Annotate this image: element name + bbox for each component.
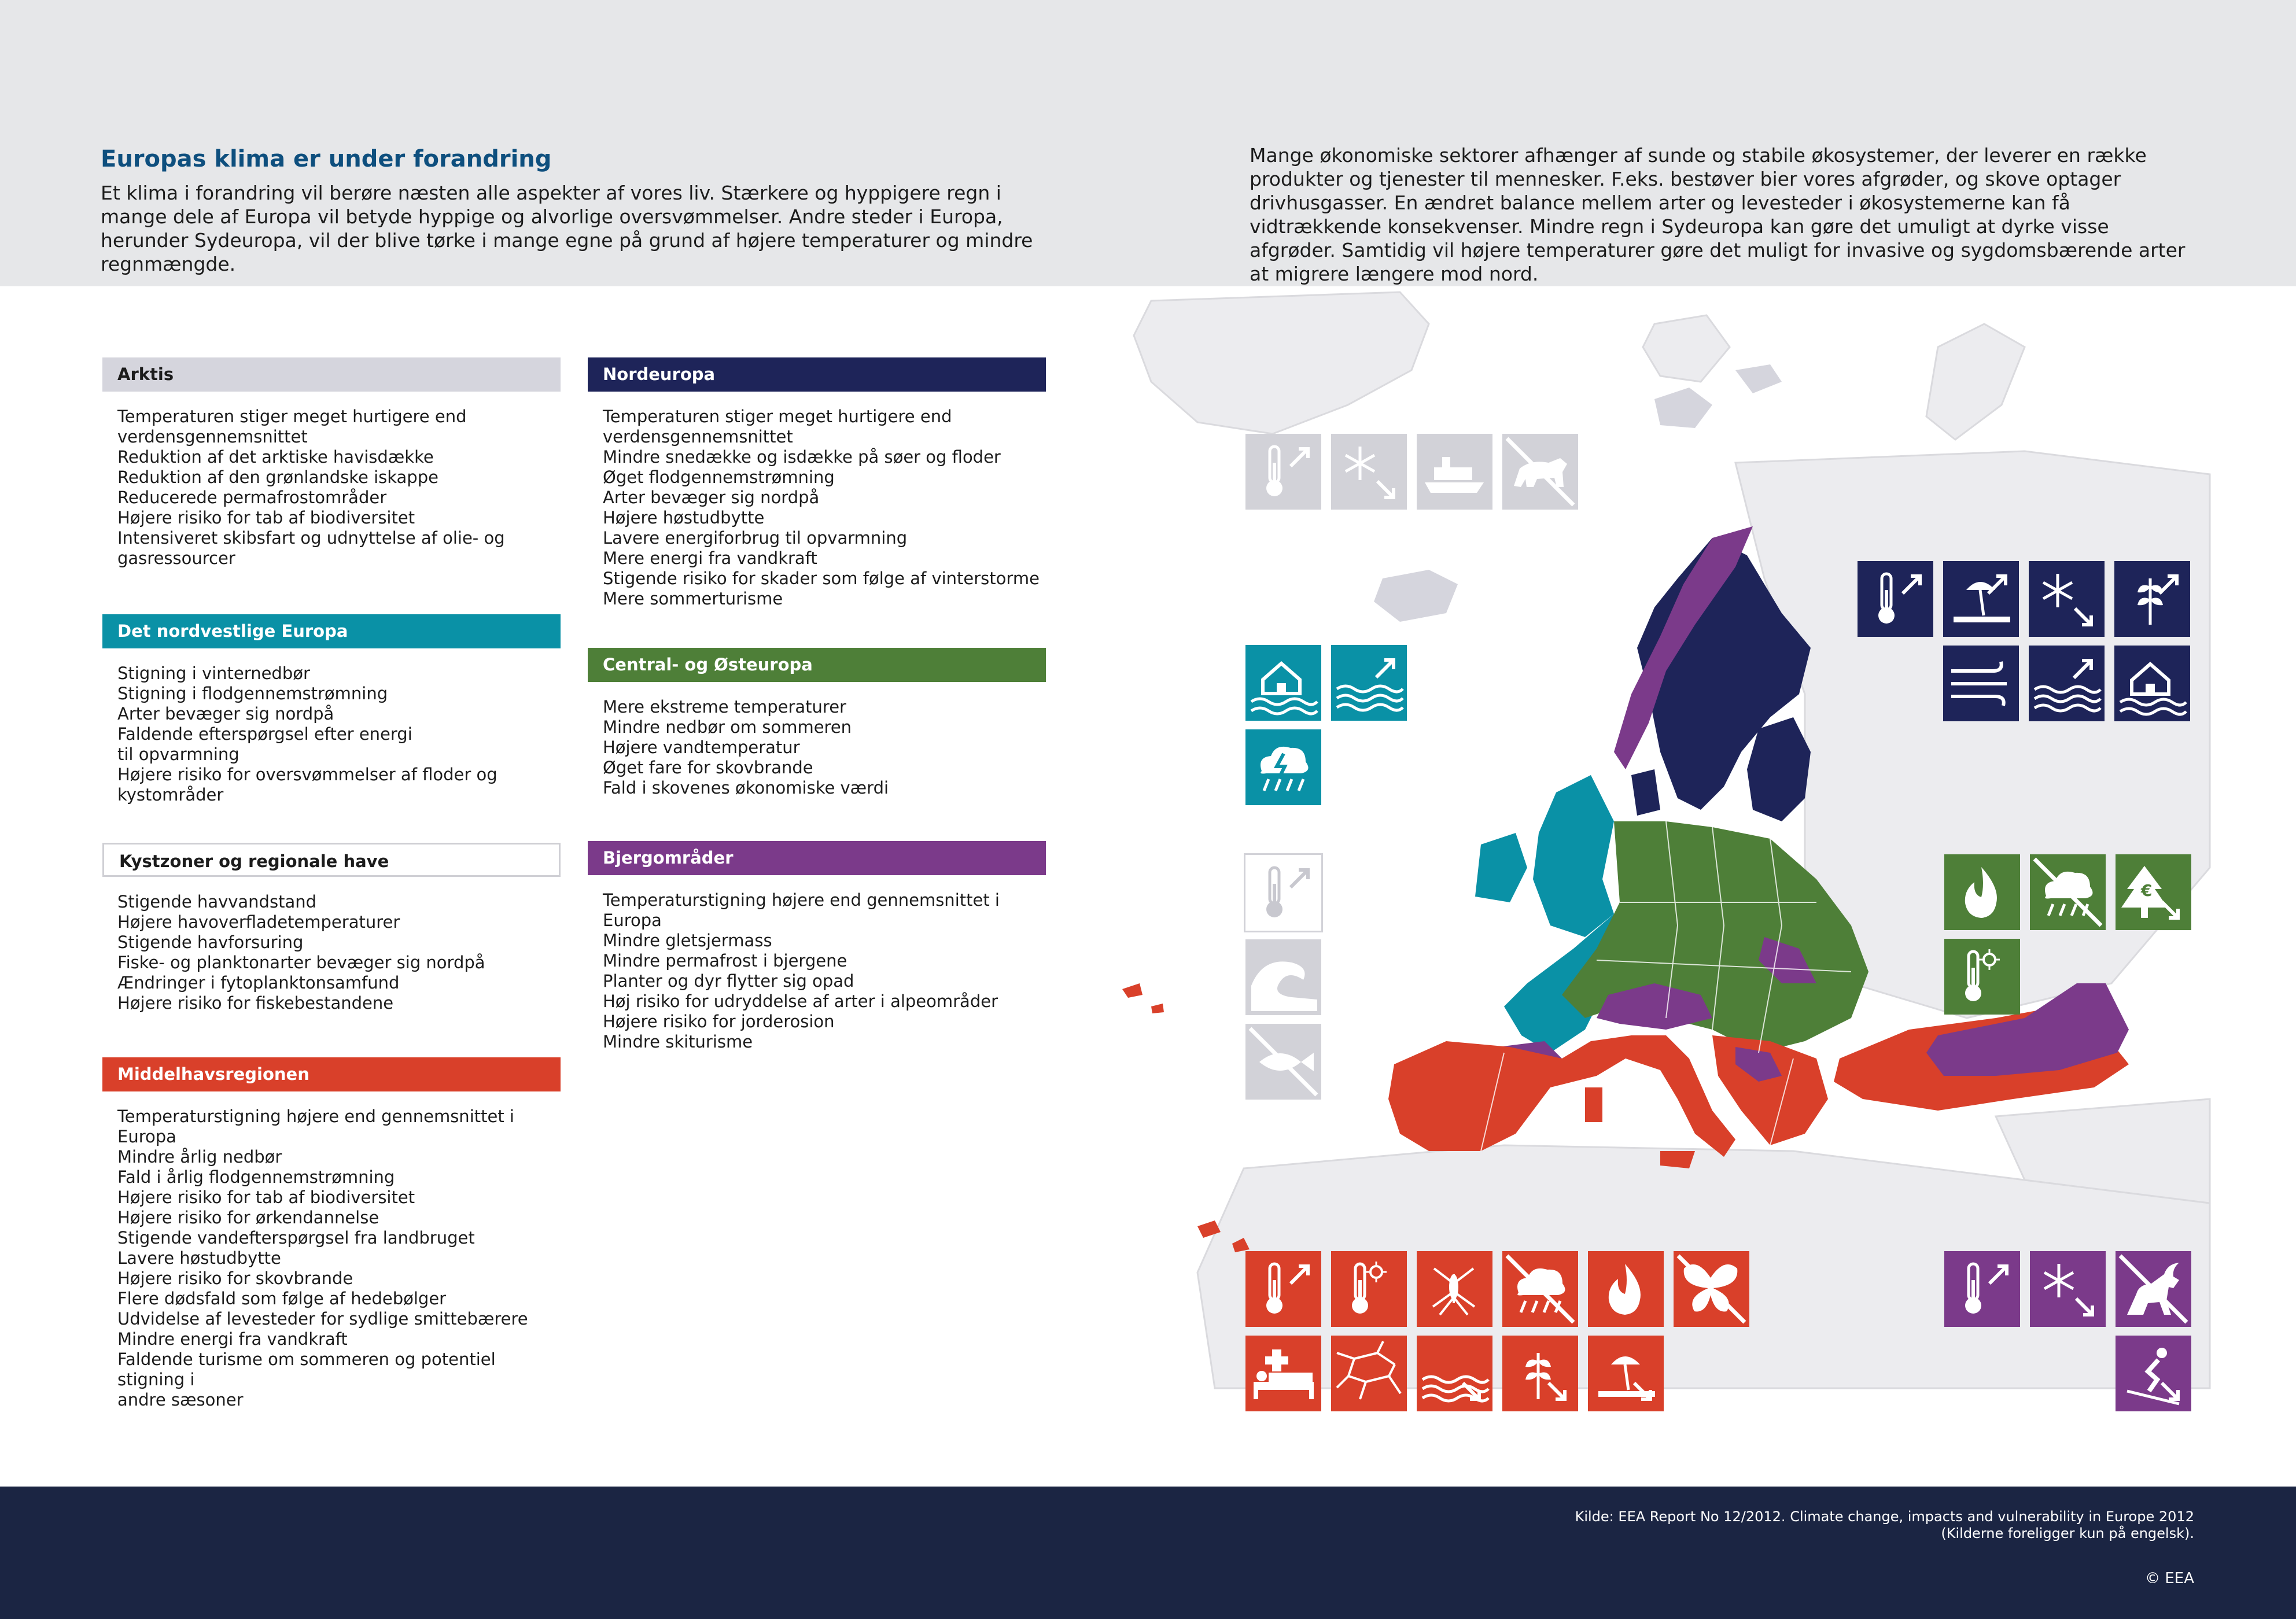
azores-shape	[1122, 983, 1164, 1013]
skier-down-icon	[2116, 1336, 2191, 1411]
region-list-item: Faldende turisme om sommeren og potentiel stigning i	[117, 1349, 496, 1389]
region-list-item: Stigende vandefterspørgsel fra landbruget	[117, 1228, 475, 1248]
region-list-item: Højere risiko for ørkendannelse	[117, 1208, 379, 1227]
region-mountain	[588, 841, 1046, 1052]
tree-euro-down-icon	[2116, 854, 2191, 930]
region-list-item: Mere sommerturisme	[603, 589, 783, 608]
thermometer-up-icon	[1944, 1251, 2020, 1327]
region-list-item: Temperaturen stiger meget hurtigere end	[603, 407, 952, 426]
fish-crossed-icon	[1245, 1024, 1321, 1100]
region-list-item: Fiske- og planktonarter bevæger sig nordpå	[117, 953, 485, 972]
region-coastal	[102, 843, 561, 1013]
source-line-2: (Kilderne foreligger kun på engelsk).	[1941, 1525, 2194, 1541]
balkans-shape	[1712, 1035, 1828, 1145]
snowflake-down-icon	[2030, 1251, 2106, 1327]
intro-right-text: Mange økonomiske sektorer afhænger af sunde og stabile økosystemer, der leverer en række produkter og tjenester til mennesker. F.eks. bestøver bier vores afgrøder, og skove optager drivhusgasser. En ændret balance mellem arter og levesteder i økosystemerne kan få vidtrækkende konsekvenser. Mindre regn i Sydeuropa kan gøre det umuligt at dyrke visse afgrøder. Samtidig vil højere temperaturer gøre det muligt for invasive og sygdomsbærende arter at migrere længere mod nord.	[1250, 144, 2186, 285]
thermometer-up-icon	[1245, 1251, 1321, 1327]
region-mediterranean-shape	[1388, 1035, 1735, 1157]
region-central-east	[588, 648, 1046, 798]
crop-down-icon	[1502, 1336, 1578, 1411]
mosquito-icon	[1417, 1251, 1492, 1327]
crop-up-icon	[2114, 561, 2190, 637]
denmark-shape	[1631, 769, 1660, 816]
region-list-item: Reducerede permafrostområder	[117, 488, 387, 507]
storm-cloud-icon	[1245, 729, 1321, 805]
region-list-item: Reduktion af det arktiske havisdække	[117, 447, 434, 467]
wave-icon	[1245, 939, 1321, 1015]
butterfly-crossed-icon	[1674, 1251, 1749, 1327]
region-list-item: Stigende havforsuring	[117, 932, 304, 952]
region-list-item: Mere energi fra vandkraft	[603, 548, 817, 568]
region-list-item: Højere risiko for tab af biodiversitet	[117, 508, 415, 528]
region-list-item: verdensgennemsnittet	[117, 427, 308, 447]
region-list-arctic	[102, 407, 561, 569]
region-list-item: Højere risiko for skovbrande	[117, 1268, 353, 1288]
region-mediterranean	[102, 1057, 561, 1410]
rain-crossed-icon	[1502, 1251, 1578, 1327]
region-list-item: Arter bevæger sig nordpå	[117, 704, 334, 724]
region-list-item: Lavere høstudbytte	[117, 1248, 281, 1268]
region-list-item: gasressourcer	[117, 548, 235, 568]
region-list-item: Fald i årlig flodgennemstrømning	[117, 1167, 395, 1187]
house-flood-icon	[2114, 646, 2190, 721]
region-title-arctic: Arktis	[102, 357, 561, 392]
greenland-shape	[1134, 292, 1429, 434]
ship-icon	[1417, 434, 1492, 510]
waves-up-icon	[1331, 645, 1407, 721]
region-list-northern	[588, 407, 1046, 609]
region-list-item: Temperaturen stiger meget hurtigere end	[117, 407, 467, 426]
region-list-item: Høj risiko for udryddelse af arter i alpeområder	[603, 991, 998, 1011]
beach-down-icon	[1588, 1336, 1664, 1411]
region-list-item: Øget flodgennemstrømning	[603, 467, 835, 487]
snowflake-down-icon	[1331, 434, 1407, 510]
thermometer-up-icon	[1245, 855, 1321, 931]
ireland-shape	[1475, 833, 1527, 902]
copyright: © EEA	[2145, 1570, 2194, 1587]
hospital-bed-icon	[1245, 1336, 1321, 1411]
beach-up-icon	[1943, 561, 2019, 637]
region-list-item: Fald i skovenes økonomiske værdi	[603, 778, 889, 798]
thermometer-up-icon	[1858, 561, 1933, 637]
intro-left-text: Et klima i forandring vil berøre næsten alle aspekter af vores liv. Stærkere og hyppigere regn i mange dele af Europa vil betyde hyppige og alvorlige oversvømmelser. Andre steder i Europa, herunder Sydeuropa, vil der blive tørke i mange egne på grund af højere temperaturer og mindre regnmængde.	[101, 182, 1033, 275]
region-list-item: Mindre nedbør om sommeren	[603, 717, 852, 737]
region-list-item: Mere ekstreme temperaturer	[603, 697, 846, 717]
wind-icon	[1943, 646, 2019, 721]
svg-text:€: €	[2141, 881, 2153, 900]
region-northern	[588, 357, 1046, 609]
fire-icon	[1588, 1251, 1664, 1327]
region-list-item: verdensgennemsnittet	[603, 427, 793, 447]
waves-down-icon	[1417, 1336, 1492, 1411]
region-list-item: Mindre årlig nedbør	[117, 1147, 282, 1167]
novaya-zemlya-shape	[1926, 324, 2025, 440]
region-northwest-shape	[1533, 775, 1614, 937]
region-list-item: Planter og dyr flytter sig opad	[603, 971, 854, 991]
header-band	[0, 0, 2296, 286]
region-list-item: Mindre snedække og isdække på søer og floder	[603, 447, 1001, 467]
region-list-item: Øget fare for skovbrande	[603, 758, 813, 777]
footer-band	[0, 1487, 2296, 1619]
thermometer-up-icon	[1245, 434, 1321, 510]
region-list-item: Højere risiko for oversvømmelser af floder og	[117, 765, 497, 784]
region-list-item: Faldende efterspørgsel efter energi	[117, 724, 412, 744]
region-list-item: Højere risiko for jorderosion	[603, 1012, 835, 1031]
region-list-item: Temperaturstigning højere end gennemsnittet i Europa	[117, 1107, 514, 1146]
house-flood-icon	[1245, 645, 1321, 721]
region-list-item: Højere havoverfladetemperaturer	[117, 912, 400, 932]
region-list-item: Mindre permafrost i bjergene	[603, 951, 847, 971]
thermometer-sun-icon	[1944, 939, 2020, 1015]
region-list-item: Mindre skiturisme	[603, 1032, 753, 1052]
snowflake-down-icon	[2029, 561, 2105, 637]
region-list-item: Højere risiko for fiskebestandene	[117, 993, 394, 1013]
region-list-coastal	[102, 892, 561, 1013]
region-list-item: Mindre gletsjermass	[603, 931, 772, 950]
region-list-northwest	[102, 663, 561, 805]
region-list-item: Arter bevæger sig nordpå	[603, 488, 820, 507]
source-note	[1575, 1509, 2194, 1542]
region-northwest	[102, 614, 561, 805]
region-list-item: Intensiveret skibsfart og udnyttelse af olie- og	[117, 528, 505, 548]
source-line-1: Kilde: EEA Report No 12/2012. Climate change, impacts and vulnerability in Europe 2012	[1575, 1509, 2194, 1525]
region-list-mountain	[588, 890, 1046, 1052]
fire-icon	[1944, 854, 2020, 930]
region-list-item: Flere dødsfald som følge af hedebølger	[117, 1289, 447, 1308]
ibex-crossed-icon	[2116, 1251, 2191, 1327]
region-title-mediterranean: Middelhavsregionen	[102, 1057, 561, 1091]
region-list-item: Stigende risiko for skader som følge af vinterstorme	[603, 569, 1040, 588]
dry-soil-icon	[1331, 1336, 1407, 1411]
region-list-item: Stigning i vinternedbør	[117, 663, 310, 683]
region-list-item: Stigning i flodgennemstrømning	[117, 684, 388, 703]
region-list-item: Temperaturstigning højere end gennemsnittet i Europa	[603, 890, 1000, 930]
region-title-northwest: Det nordvestlige Europa	[102, 614, 561, 648]
iceland-shape	[1374, 570, 1458, 622]
region-list-mediterranean	[102, 1107, 561, 1410]
page-title: Europas klima er under forandring	[101, 146, 552, 172]
region-title-central-east: Central- og Østeuropa	[588, 648, 1046, 682]
waves-up-icon	[2029, 646, 2105, 721]
region-list-item: Reduktion af den grønlandske iskappe	[117, 467, 438, 487]
sicily-shape	[1660, 1151, 1695, 1168]
region-list-item: kystområder	[117, 785, 224, 805]
region-arctic	[102, 357, 561, 569]
region-list-item: Udvidelse af levesteder for sydlige smittebærere	[117, 1309, 528, 1329]
polar-bear-crossed-icon	[1502, 434, 1578, 510]
region-list-item: andre sæsoner	[117, 1390, 244, 1410]
region-list-item: Højere risiko for tab af biodiversitet	[117, 1187, 415, 1207]
svalbard-shape	[1643, 315, 1730, 382]
region-list-item: Højere høstudbytte	[603, 508, 765, 528]
region-list-item: Lavere energiforbrug til opvarmning	[603, 528, 908, 548]
sardinia-shape	[1585, 1087, 1602, 1122]
rain-crossed-icon	[2030, 854, 2106, 930]
region-title-mountain: Bjergområder	[588, 841, 1046, 875]
region-list-item: Højere vandtemperatur	[603, 737, 800, 757]
region-list-central-east	[588, 697, 1046, 798]
region-list-item: Stigende havvandstand	[117, 892, 317, 912]
region-title-northern: Nordeuropa	[588, 357, 1046, 392]
region-list-item: til opvarmning	[117, 744, 239, 764]
region-list-item: Mindre energi fra vandkraft	[117, 1329, 348, 1349]
thermometer-sun-icon	[1331, 1251, 1407, 1327]
region-list-item: Ændringer i fytoplanktonsamfund	[117, 973, 400, 993]
region-title-coastal: Kystzoner og regionale have	[102, 843, 561, 877]
